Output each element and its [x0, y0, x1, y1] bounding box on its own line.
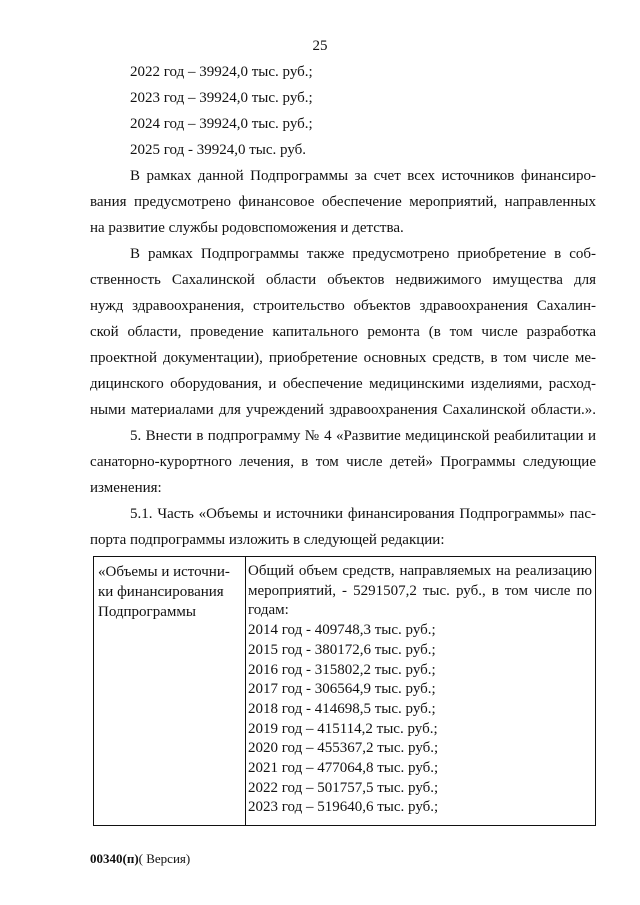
table-divider [245, 557, 246, 825]
year-amount-line: 2016 год - 315802,2 тыс. руб.; [248, 661, 436, 678]
right-cell-line: Общий объем средств, направляемых на реализацию [248, 563, 592, 579]
paragraph-line: санаторно-курортного лечения, в том числе детей» Программы следующие [90, 454, 596, 470]
document-code: 00340(п) [90, 851, 139, 866]
year-amount-line: 2022 год – 501757,5 тыс. руб.; [248, 779, 439, 796]
year-line: 2024 год – 39924,0 тыс. руб.; [130, 116, 313, 132]
paragraph-line: ственность Сахалинской области объектов недвижимого имущества для [90, 272, 596, 288]
year-line: 2025 год - 39924,0 тыс. руб. [130, 142, 307, 158]
left-cell-line: «Объемы и источни- [98, 564, 230, 580]
document-version: ( Версия) [138, 851, 191, 866]
right-cell-line: мероприятий, - 5291507,2 тыс. руб., в том числе по [248, 582, 592, 599]
paragraph-line: на развитие службы родовспоможения и детства. [90, 220, 404, 236]
paragraph-line: 5.1. Часть «Объемы и источники финансирования Подпрограммы» пас- [130, 506, 596, 522]
year-amount-line: 2018 год - 414698,5 тыс. руб.; [248, 700, 436, 717]
paragraph-line: порта подпрограммы изложить в следующей редакции: [90, 532, 445, 548]
paragraph-line: вания предусмотрено финансовое обеспечение мероприятий, направленных [90, 194, 596, 210]
paragraph-line: В рамках данной Подпрограммы за счет всех источников финансиро- [130, 168, 596, 184]
left-cell-line: Подпрограммы [98, 604, 196, 620]
paragraph-line: ными материалами для учреждений здравоохранения Сахалинской области.». [90, 402, 596, 418]
page-number: 25 [312, 38, 328, 54]
year-amount-line: 2019 год – 415114,2 тыс. руб.; [248, 720, 438, 737]
year-amount-line: 2020 год – 455367,2 тыс. руб.; [248, 740, 439, 757]
document-footer [90, 851, 190, 867]
paragraph-line: 5. Внести в подпрограмму № 4 «Развитие медицинской реабилитации и [130, 428, 596, 444]
left-cell-line: ки финансирования [98, 584, 224, 600]
right-cell-line: годам: [248, 602, 289, 619]
funding-table [93, 556, 596, 826]
table-left-cell [98, 562, 243, 622]
paragraph-line: изменения: [90, 480, 162, 496]
paragraph-line: дицинского оборудования, и обеспечение медицинскими изделиями, расход- [90, 376, 596, 392]
year-amount-line: 2017 год - 306564,9 тыс. руб.; [248, 681, 436, 698]
table-right-cell [248, 562, 592, 818]
year-amount-line: 2015 год - 380172,6 тыс. руб.; [248, 641, 436, 658]
year-amount-line: 2014 год - 409748,3 тыс. руб.; [248, 622, 436, 639]
year-line: 2022 год – 39924,0 тыс. руб.; [130, 64, 313, 80]
paragraph-line: ской области, проведение капитального ремонта (в том числе разработка [90, 324, 596, 340]
year-line: 2023 год – 39924,0 тыс. руб.; [130, 90, 313, 106]
paragraph-line: проектной документации), приобретение основных средств, в том числе ме- [90, 350, 596, 366]
year-amount-line: 2023 год – 519640,6 тыс. руб.; [248, 799, 439, 816]
year-amount-line: 2021 год – 477064,8 тыс. руб.; [248, 760, 439, 777]
paragraph-line: В рамках Подпрограммы также предусмотрено приобретение в соб- [130, 246, 596, 262]
paragraph-line: нужд здравоохранения, строительство объектов здравоохранения Сахалин- [90, 298, 596, 314]
